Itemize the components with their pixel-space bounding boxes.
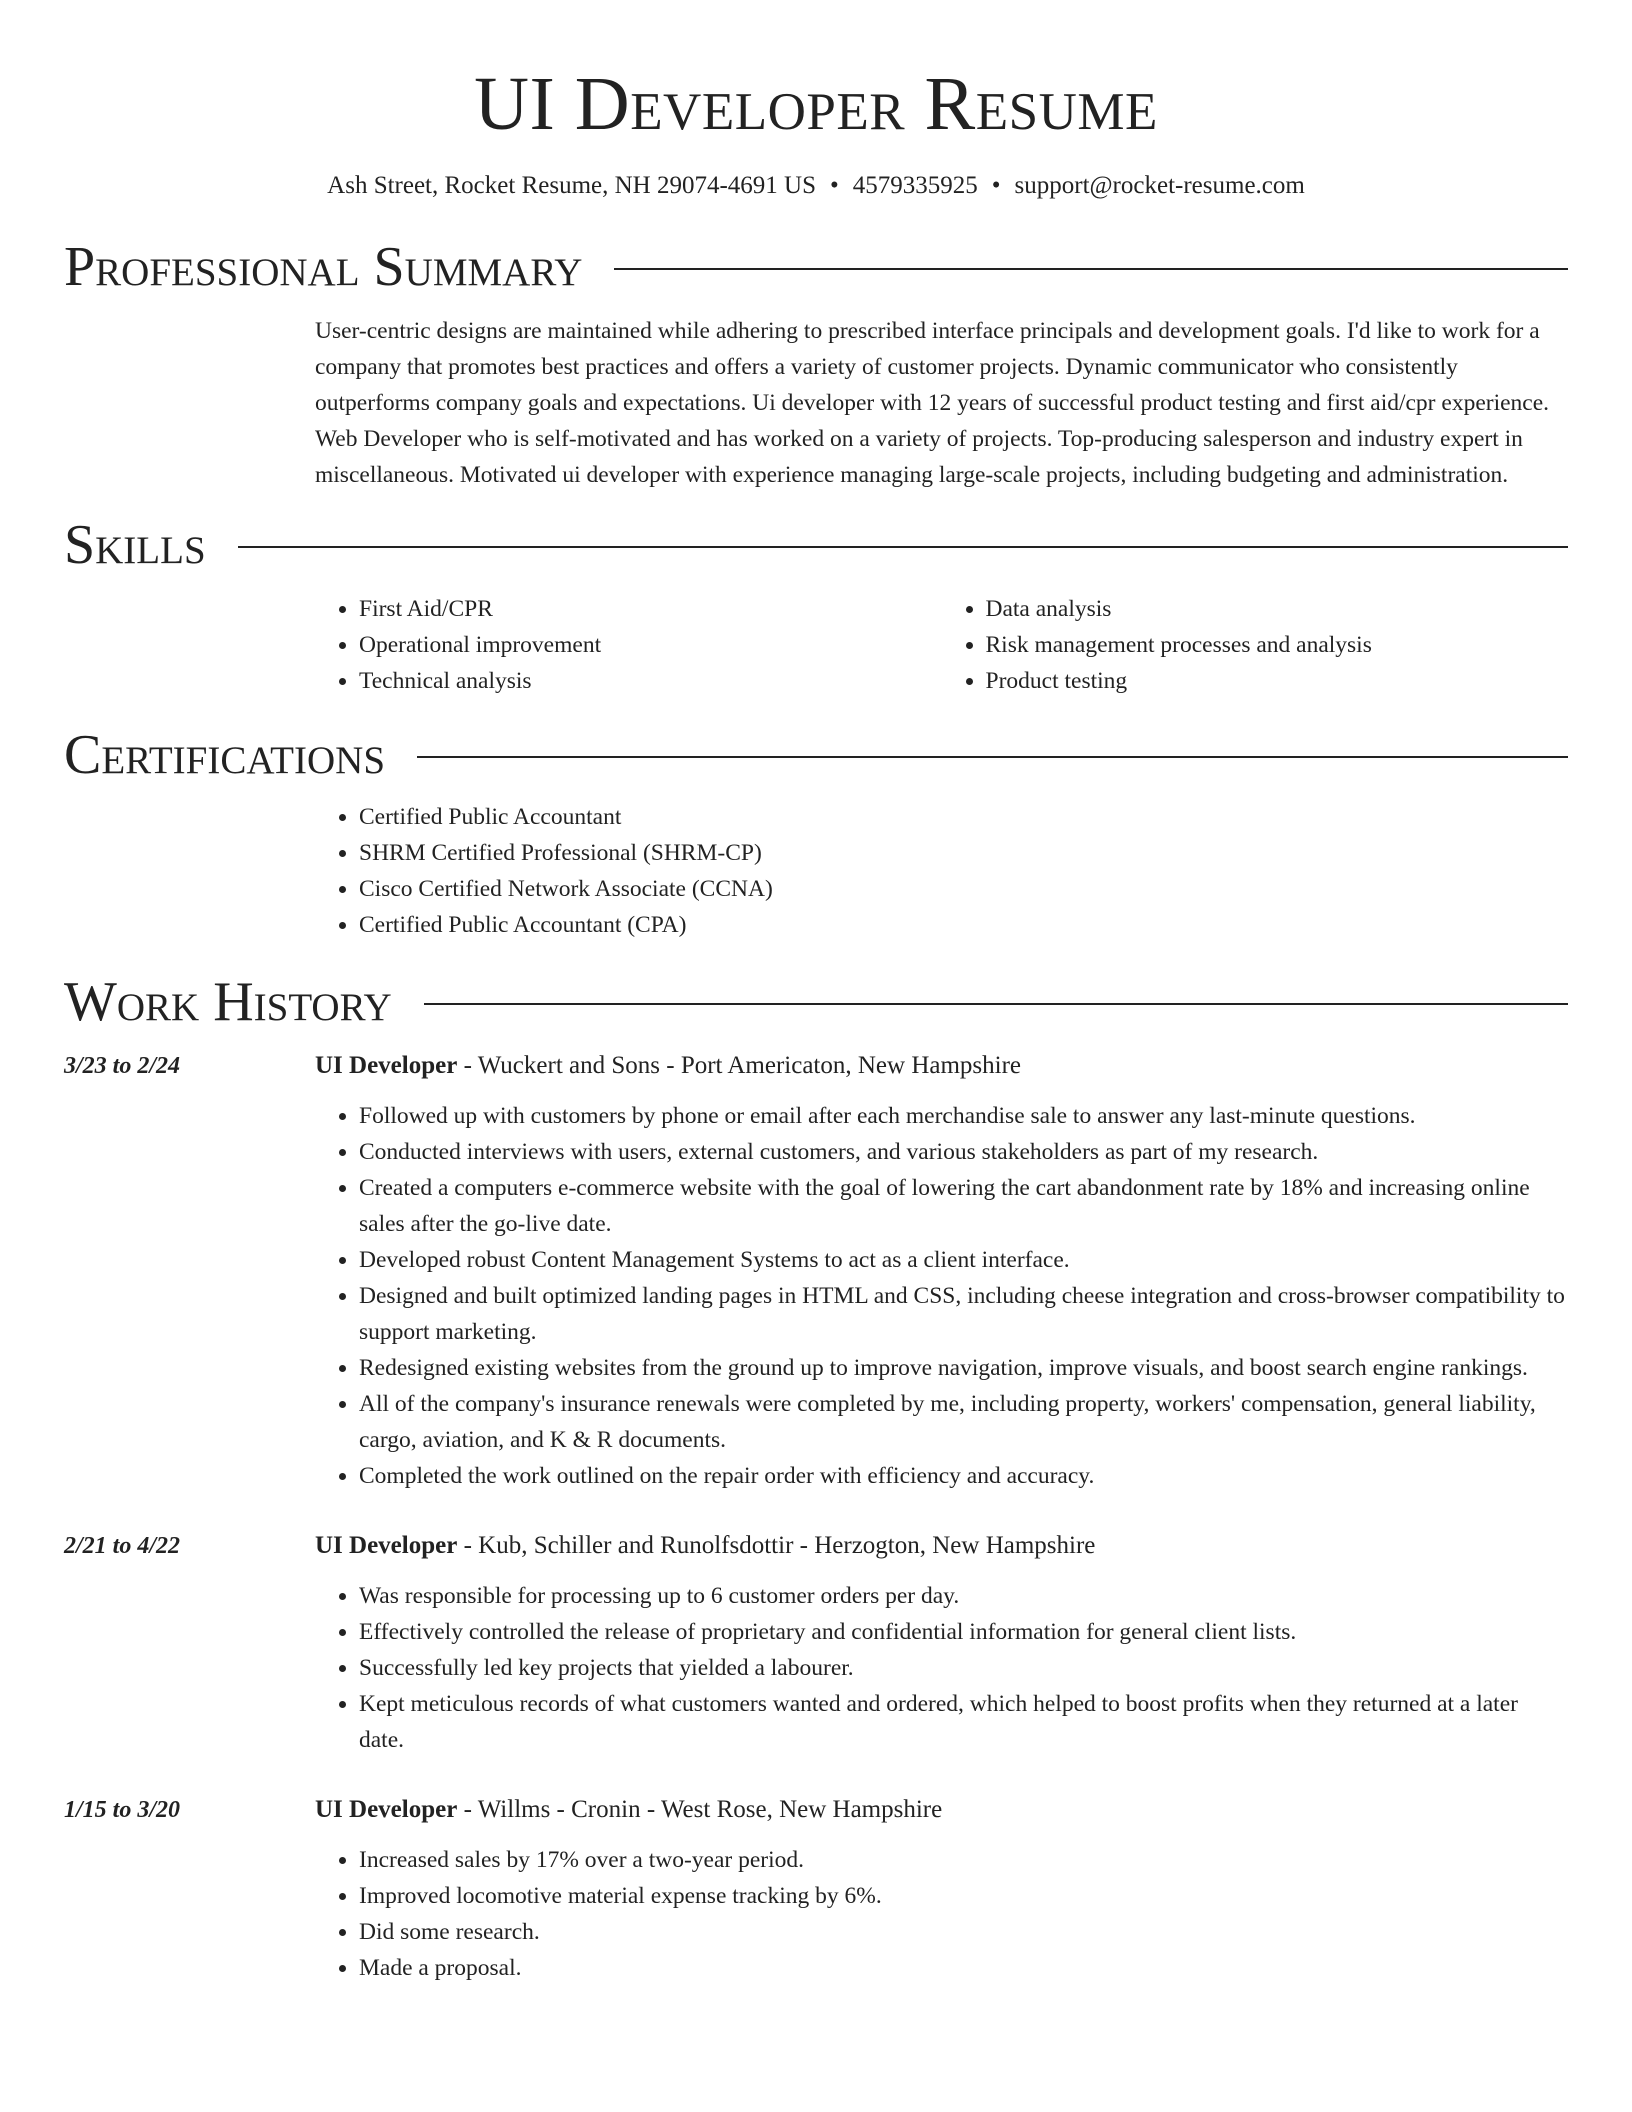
job-entry bbox=[64, 1528, 1568, 1758]
list-item: • SHRM Certified Professional (SHRM-CP) bbox=[359, 835, 1568, 871]
section-divider bbox=[614, 268, 1568, 270]
list-item: • Data analysis bbox=[986, 591, 1569, 627]
job-bullets bbox=[315, 1578, 1568, 1758]
list-item: • Completed the work outlined on the repair order with efficiency and accuracy. bbox=[359, 1458, 1568, 1494]
summary-text: User-centric designs are maintained while adhering to prescribed interface principals and development goals. I'd like to work for a company that promotes best practices and offers a variety of customer projects. Dynamic communicator who consistently outperforms company goals and expectations. Ui developer with 12 years of successful product testing and first aid/cpr experience. Web Developer who is self-motivated and has worked on a variety of projects. Top-producing salesperson and industry expert in miscellaneous. Motivated ui developer with experience managing large-scale projects, including budgeting and administration. bbox=[315, 318, 1550, 488]
separator-dot: • bbox=[830, 172, 839, 199]
list-item: • Effectively controlled the release of proprietary and confidential information for general client lists. bbox=[359, 1614, 1568, 1650]
certifications-section-header bbox=[64, 723, 1568, 787]
work-section-header bbox=[64, 970, 1568, 1034]
list-item: • Redesigned existing websites from the ground up to improve navigation, improve visuals, and boost search engine rankings. bbox=[359, 1350, 1568, 1386]
list-item: • Cisco Certified Network Associate (CCNA) bbox=[359, 871, 1568, 907]
job-dates: 3/23 to 2/24 bbox=[64, 1053, 181, 1079]
list-item: • Designed and built optimized landing pages in HTML and CSS, including cheese integration and cross-browser compatibility to support marketing. bbox=[359, 1278, 1568, 1350]
job-heading bbox=[315, 1528, 1568, 1564]
section-divider bbox=[424, 1003, 1568, 1005]
summary-heading: Professional Summary bbox=[64, 236, 583, 298]
list-item: • Developed robust Content Management Systems to act as a client interface. bbox=[359, 1242, 1568, 1278]
list-item: • Followed up with customers by phone or email after each merchandise sale to answer any last-minute questions. bbox=[359, 1098, 1568, 1134]
list-item: • Risk management processes and analysis bbox=[986, 627, 1569, 663]
list-item: • Conducted interviews with users, external customers, and various stakeholders as part of my research. bbox=[359, 1134, 1568, 1170]
skills-grid bbox=[315, 591, 1568, 699]
list-item: • Kept meticulous records of what customers wanted and ordered, which helped to boost profits when they returned at a later date. bbox=[359, 1686, 1568, 1758]
job-dates: 1/15 to 3/20 bbox=[64, 1797, 181, 1823]
certifications-list bbox=[315, 799, 1568, 943]
job-employer: - Willms - Cronin - West Rose, New Hampshire bbox=[457, 1796, 943, 1823]
job-title: UI Developer bbox=[315, 1532, 458, 1559]
separator-dot: • bbox=[991, 172, 1001, 199]
section-divider bbox=[417, 756, 1568, 758]
job-bullets bbox=[315, 1098, 1568, 1494]
section-divider bbox=[238, 546, 1568, 548]
job-entry bbox=[64, 1048, 1568, 1494]
list-item: • Technical analysis bbox=[359, 663, 942, 699]
resume-title: UI Developer Resume bbox=[474, 62, 1158, 146]
resume-page bbox=[64, 0, 1568, 1986]
list-item: • Certified Public Accountant bbox=[359, 799, 1568, 835]
contact-line bbox=[64, 170, 1568, 202]
summary-section-header bbox=[64, 235, 1568, 299]
job-title: UI Developer bbox=[315, 1796, 458, 1823]
list-item: • All of the company's insurance renewals were completed by me, including property, workers' compensation, general liability, cargo, aviation, and K & R documents. bbox=[359, 1386, 1568, 1458]
list-item: • Was responsible for processing up to 6 customer orders per day. bbox=[359, 1578, 1568, 1614]
list-item: • Improved locomotive material expense tracking by 6%. bbox=[359, 1878, 1568, 1914]
job-body bbox=[315, 1792, 1568, 1986]
job-employer: - Wuckert and Sons - Port Americaton, New Hampshire bbox=[457, 1052, 1022, 1079]
list-item: • Created a computers e-commerce website with the goal of lowering the cart abandonment rate by 18% and increasing online sales after the go-live date. bbox=[359, 1170, 1568, 1242]
job-bullets bbox=[315, 1842, 1568, 1986]
job-dates: 2/21 to 4/22 bbox=[64, 1533, 181, 1559]
skills-list-left bbox=[315, 591, 942, 699]
list-item: • Operational improvement bbox=[359, 627, 942, 663]
list-item: • Successfully led key projects that yielded a labourer. bbox=[359, 1650, 1568, 1686]
skills-section-header bbox=[64, 513, 1568, 577]
skills-list-right bbox=[942, 591, 1569, 699]
list-item: • Certified Public Accountant (CPA) bbox=[359, 907, 1568, 943]
summary-body bbox=[315, 313, 1568, 493]
job-heading bbox=[315, 1048, 1568, 1084]
job-heading bbox=[315, 1792, 1568, 1828]
list-item: • First Aid/CPR bbox=[359, 591, 942, 627]
certifications-heading: Certifications bbox=[64, 724, 386, 786]
job-employer: - Kub, Schiller and Runolfsdottir - Herzogton, New Hampshire bbox=[457, 1532, 1096, 1559]
list-item: • Product testing bbox=[986, 663, 1569, 699]
list-item: • Made a proposal. bbox=[359, 1950, 1568, 1986]
skills-heading: Skills bbox=[64, 514, 206, 576]
work-heading: Work History bbox=[64, 971, 392, 1033]
phone-number: 4579335925 bbox=[852, 172, 978, 199]
list-item: • Increased sales by 17% over a two-year period. bbox=[359, 1842, 1568, 1878]
job-entry bbox=[64, 1792, 1568, 1986]
email-address: support@rocket-resume.com bbox=[1014, 172, 1305, 199]
address: Ash Street, Rocket Resume, NH 29074-4691 US bbox=[327, 172, 816, 199]
list-item: • Did some research. bbox=[359, 1914, 1568, 1950]
job-body bbox=[315, 1048, 1568, 1494]
job-title: UI Developer bbox=[315, 1052, 458, 1079]
certifications-body bbox=[315, 799, 1568, 943]
job-body bbox=[315, 1528, 1568, 1758]
